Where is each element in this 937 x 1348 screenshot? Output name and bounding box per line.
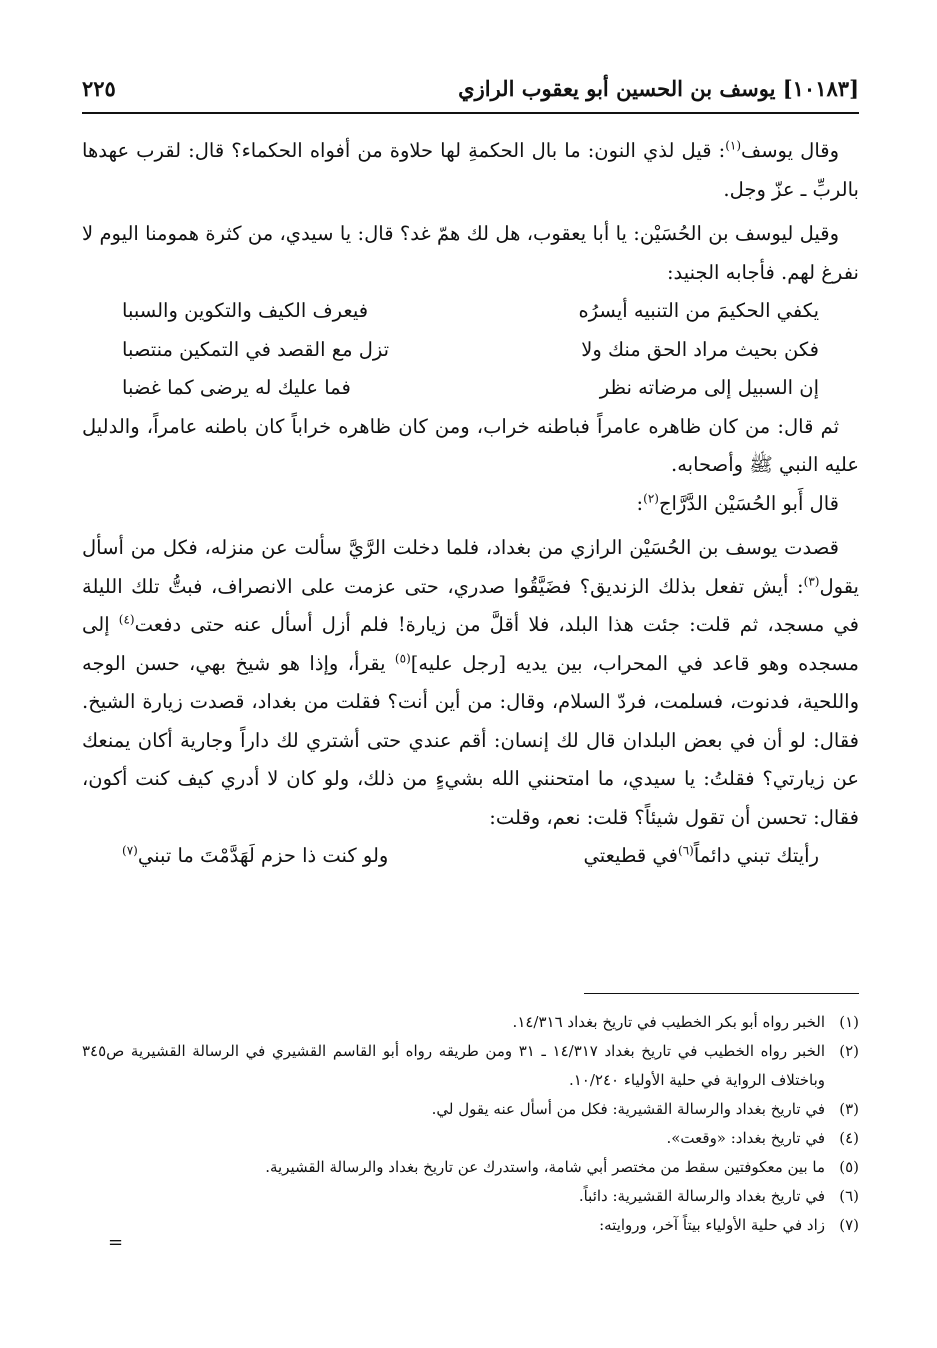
footnote-4: (٤) في تاريخ بغداد: «وقعت». — [666, 1129, 859, 1147]
footnote-5: (٥) ما بين معكوفتين سقط من مختصر أبي شامة، واستدرك عن تاريخ بغداد والرسالة القشيرية. — [265, 1158, 859, 1176]
running-title: [١٠١٨٣] يوسف بن الحسين أبو يعقوب الرازي — [458, 76, 859, 101]
verse-4-second-hemistich: ولو كنت ذا حزم لَهَدَّمْتَ ما تبني$^{(٧)}$ — [122, 843, 389, 867]
paragraph-2: وقيل ليوسف بن الحُسَيْن: يا أبا يعقوب، هل لك همّ غد؟ قال: يا سيدي، من كثرة همومنا اليوم لا نفرغ لهم. فأجابه الجنيد: — [82, 222, 859, 284]
page-number: ٢٢٥ — [82, 76, 116, 101]
footnote-6: (٦) في تاريخ بغداد والرسالة القشيرية: دائباً. — [578, 1187, 859, 1205]
verse-2-second-hemistich: تزل مع القصد في التمكين منتصبا — [122, 337, 390, 361]
paragraph-4: قال أَبو الحُسَيْن الدَّرَّاج$^{(٢)}$: — [636, 491, 839, 515]
verse-2-first-hemistich: فكن بحيث مراد الحق منك ولا — [581, 337, 819, 361]
main-text — [82, 132, 859, 876]
continuation-mark: = — [108, 1232, 124, 1253]
footnote-ref-1[interactable]: (١) — [725, 138, 742, 153]
paragraph-5: قصدت يوسف بن الحُسَيْن الرازي من بغداد، فلما دخلت الرَّيَّ سألت عن منزله، فكل من أسأل يقول$^{(٣)}$: أيش تفعل بذلك الزنديق؟ فضَيَّقُوا صدري، حتى عزمت على الانصراف، فبتُّ تلك الليلة في مسجد، ثم قلت: جئت هذا البلد، فلا أقلَّ من زيارة! فلم أزل أسأل عنه حتى دفعت$^{(٤)}$ إلى مسجده وهو قاعد في المحراب، بين يديه [رجل عليه]$^{(٥)}$ يقرأ، وإذا هو شيخ بهي، حسن الوجه واللحية، فدنوت، فسلمت، فردّ السلام، وقال: من أين أنت؟ فقلت من بغداد، قصدت زيارة الشيخ. فقال: لو أن في بعض البلدان قال لك إنسان: أقم عندي حتى أشتري لك داراً وجارية أكان يمنعك عن زيارتي؟ فقلتُ: يا سيدي، ما امتحنني الله بشيءٍ من ذلك، ولو كان لا أدري كيف كنت أكون، فقال: تحسن أن تقول شيئاً؟ قلت: نعم، وقلت: — [82, 536, 860, 829]
footnote-ref-4[interactable]: (٤) — [118, 612, 135, 627]
verse-3-second-hemistich: فما عليك له يرضى كما غضبا — [122, 376, 351, 399]
verse-line-1 — [82, 292, 859, 331]
footnote-ref-6[interactable]: (٦) — [678, 843, 694, 858]
footnote-1: (١) الخبر رواه أبو بكر الخطيب في تاريخ بغداد ١٤/٣١٦. — [512, 1013, 859, 1031]
footnote-3: (٣) في تاريخ بغداد والرسالة القشيرية: فكل من أسأل عنه يقول لي. — [431, 1100, 859, 1118]
verse-4-first-hemistich: رأيتك تبني دائماً$^{(٦)}$في قطيعتي — [583, 843, 819, 867]
footnote-7: (٧) زاد في حلية الأولياء بيتاً آخر، وروايته: — [599, 1216, 859, 1234]
verse-line-3 — [82, 369, 859, 408]
footnotes — [82, 1008, 859, 1240]
running-header — [82, 72, 859, 114]
paragraph-1: وقال يوسف$^{(١)}$: قيل لذي النون: ما بال الحكمةِ لها حلاوة من أفواه الحكماء؟ قال: لقرب عهدها بالربِّ ـ عزّ وجل. — [82, 138, 859, 201]
verse-line-4 — [82, 837, 859, 876]
footnote-separator — [584, 993, 859, 994]
verse-3-first-hemistich: إن السبيل إلى مرضاته نظر — [599, 376, 819, 399]
verse-line-2 — [82, 331, 859, 370]
footnote-ref-7[interactable]: (٧) — [122, 843, 138, 858]
footnote-ref-2[interactable]: (٢) — [643, 491, 659, 505]
verse-1-first-hemistich: يكفي الحكيمَ من التنبيه أيسرُه — [578, 299, 819, 322]
verse-1-second-hemistich: فيعرف الكيف والتكوين والسببا — [122, 299, 369, 322]
footnote-ref-3[interactable]: (٣) — [803, 574, 820, 588]
footnote-ref-5[interactable]: (٥) — [394, 651, 411, 665]
footnote-2: (٢) الخبر رواه الخطيب في تاريخ بغداد ١٤/٣١٧ ـ ٣١ ومن طريقه رواه أبو القاسم القشيري في الرسالة القشيرية ص٣٤٥ وباختلاف الرواية في حلية الأولياء ١٠/٢٤٠. — [82, 1042, 859, 1089]
paragraph-3: ثم قال: من كان ظاهره عامراً فباطنه خراب، ومن كان ظاهره خراباً كان باطنه عامراً، والدليل عليه النبي ﷺ وأصحابه. — [82, 414, 859, 476]
